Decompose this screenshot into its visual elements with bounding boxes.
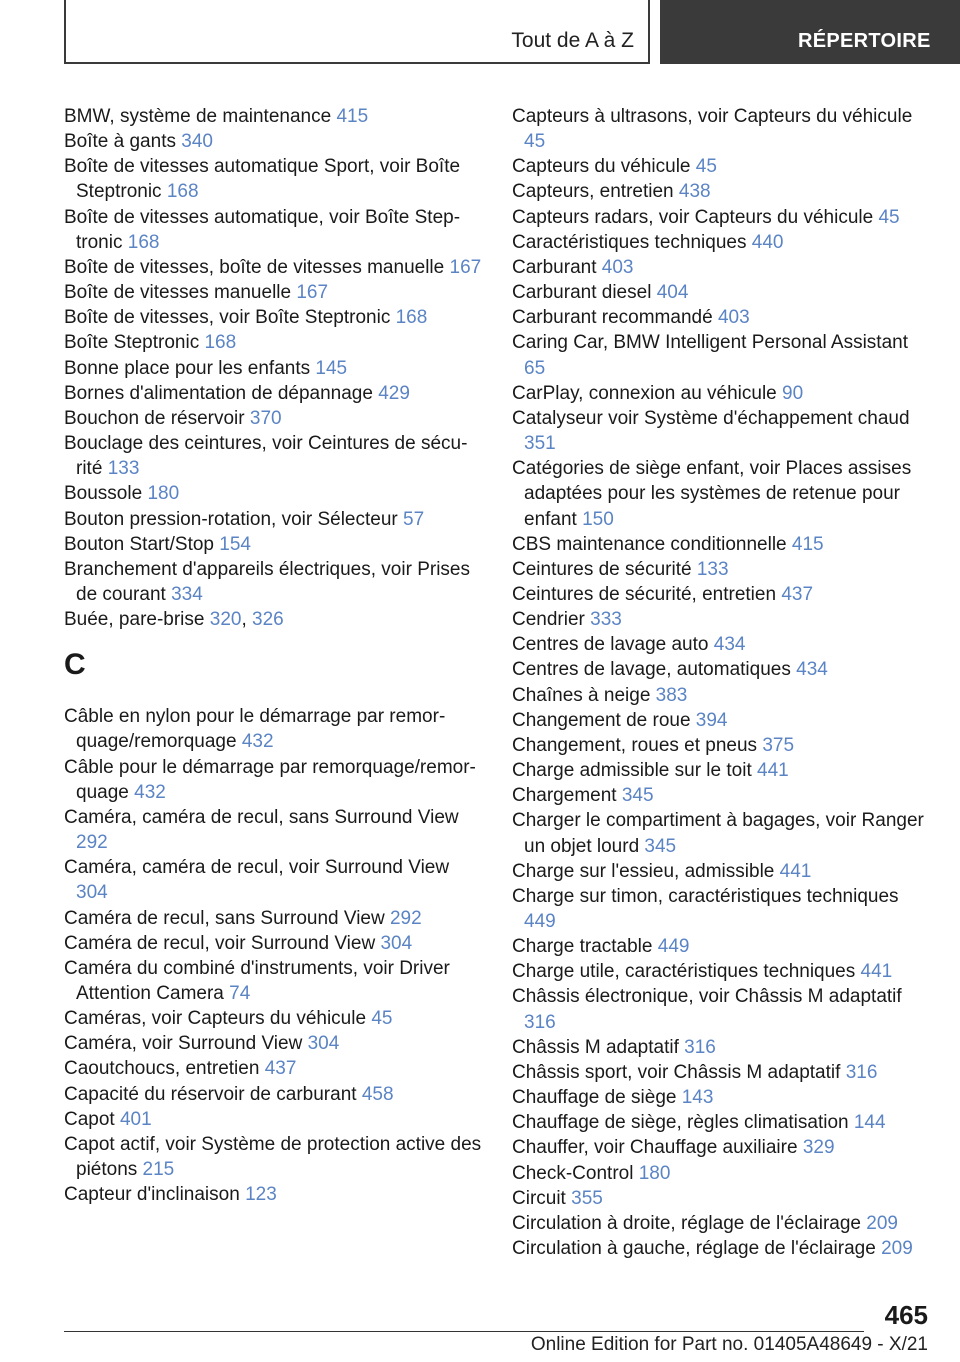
- page-reference-link[interactable]: 334: [171, 583, 203, 605]
- page-reference-link[interactable]: 375: [762, 734, 795, 756]
- index-entry-text: Charge tractable: [512, 936, 658, 958]
- page-reference-link[interactable]: 143: [681, 1087, 714, 1109]
- page-reference-link[interactable]: 434: [796, 659, 828, 681]
- index-entry-text: Ceintures de sécurité, entretien: [512, 583, 782, 605]
- header-chapter-tab: [660, 0, 960, 64]
- page-reference-link[interactable]: 401: [119, 1108, 152, 1130]
- index-entry-text: Catégories de siège enfant, voir Places assises adaptées pour les systèmes de retenue pour enfant: [512, 458, 912, 530]
- index-entry: [512, 280, 932, 305]
- page-reference-link[interactable]: 45: [695, 156, 717, 178]
- index-entry-text: Catalyseur voir Système d'échappement chaud: [512, 407, 910, 429]
- index-entry-text: Capteurs, entretien: [512, 181, 679, 203]
- page-reference-link[interactable]: 316: [684, 1036, 716, 1058]
- index-entry: [64, 557, 484, 607]
- page-reference-link[interactable]: 345: [621, 785, 654, 807]
- page-reference-link[interactable]: 458: [361, 1083, 394, 1105]
- index-entry-text: Châssis sport, voir Châssis M adaptatif: [512, 1061, 846, 1083]
- page-reference-link[interactable]: 167: [296, 282, 329, 304]
- index-entry: [64, 481, 484, 506]
- index-entry-text: Boussole: [64, 483, 148, 505]
- page-reference-link[interactable]: 329: [802, 1137, 835, 1159]
- page-reference-link[interactable]: 74: [229, 983, 251, 1004]
- index-entry: [64, 305, 484, 330]
- page-reference-link[interactable]: 415: [791, 533, 824, 555]
- index-entry-text: Câble en nylon pour le démarrage par remorquage/remorquage: [64, 706, 446, 753]
- page-reference-link[interactable]: 215: [142, 1159, 175, 1181]
- index-entry: [512, 934, 932, 959]
- page-reference-link[interactable]: 292: [389, 907, 422, 929]
- page-reference-link[interactable]: 145: [315, 357, 348, 379]
- header-section-tab: [64, 0, 650, 64]
- index-entry-text: Châssis M adaptatif: [512, 1036, 685, 1058]
- index-entry: [512, 1161, 932, 1186]
- index-entry: [64, 129, 484, 154]
- page-reference-link[interactable]: 209: [866, 1212, 898, 1234]
- index-entry-text: Buée, pare-brise: [64, 609, 210, 631]
- index-entry: [512, 154, 932, 179]
- index-entry-text: Caméra, caméra de recul, voir Surround View: [64, 857, 450, 879]
- page-reference-link[interactable]: 316: [524, 1011, 556, 1033]
- index-entry: [64, 956, 484, 1006]
- page-reference-link[interactable]: 441: [779, 860, 812, 882]
- index-entry-text: Circulation à droite, réglage de l'éclairage: [512, 1212, 867, 1234]
- index-entry: [512, 1186, 932, 1211]
- page-reference-link[interactable]: 437: [264, 1058, 297, 1080]
- index-entry-text: Capot: [64, 1108, 120, 1130]
- index-entry: [512, 959, 932, 984]
- page-reference-link[interactable]: 441: [860, 961, 893, 983]
- page-reference-link[interactable]: 180: [147, 483, 180, 505]
- page-reference-link[interactable]: 415: [336, 106, 369, 127]
- page-reference-link[interactable]: 180: [638, 1162, 671, 1184]
- index-entry: [512, 884, 932, 934]
- index-entry-text: Capteurs à ultrasons, voir Capteurs du véhicule: [512, 106, 913, 127]
- index-entry-text: Chauffage de siège, règles climatisation: [512, 1112, 854, 1134]
- header-chapter-title: RÉPERTOIRE: [798, 30, 931, 52]
- index-entry-text: Bouton pression-rotation, voir Sélecteur: [64, 508, 404, 530]
- index-entry-text: Bouton Start/Stop: [64, 533, 220, 555]
- index-entry: [512, 230, 932, 255]
- index-entry-text: Chauffer, voir Chauffage auxiliaire: [512, 1137, 803, 1159]
- page-reference-link[interactable]: 333: [590, 609, 622, 631]
- index-entry-text: Centres de lavage, automatiques: [512, 659, 797, 681]
- page-reference-link[interactable]: 133: [107, 458, 140, 480]
- page-reference-link[interactable]: 432: [241, 731, 274, 753]
- page-reference-link[interactable]: 432: [134, 781, 166, 803]
- page-reference-link[interactable]: 45: [371, 1008, 393, 1030]
- page-reference-link[interactable]: 168: [166, 181, 199, 203]
- page-reference-link[interactable]: 209: [881, 1238, 913, 1260]
- index-entry: [512, 1211, 932, 1236]
- index-entry-text: Changement, roues et pneus: [512, 734, 763, 756]
- page-reference-link[interactable]: 65: [524, 357, 546, 379]
- page-reference-link[interactable]: 383: [655, 684, 688, 706]
- index-entry: [64, 1031, 484, 1056]
- index-entry: [512, 808, 932, 858]
- page-reference-link[interactable]: 434: [713, 634, 746, 656]
- index-entry: [512, 179, 932, 204]
- page-reference-link[interactable]: 345: [644, 835, 677, 857]
- index-entry-text: Boîte de vitesses manuelle: [64, 282, 297, 304]
- index-entry-text: Boîte de vitesses automatique, voir Boîte Steptronic: [64, 206, 461, 253]
- index-entry-text: Caméra, voir Surround View: [64, 1033, 308, 1055]
- index-entry: [512, 783, 932, 808]
- index-entry: [64, 255, 484, 280]
- index-entry: [512, 733, 932, 758]
- index-entry: [512, 305, 932, 330]
- page-reference-link[interactable]: 167: [449, 256, 482, 278]
- index-entry: [512, 1135, 932, 1160]
- page-reference-link[interactable]: 123: [245, 1184, 277, 1206]
- index-entry-text: CBS maintenance conditionnelle: [512, 533, 792, 555]
- index-entry: [64, 431, 484, 481]
- footer-divider: [64, 1331, 864, 1332]
- index-entry-text: Bouclage des ceintures, voir Ceintures de sécurité: [64, 433, 468, 480]
- index-entry: [512, 984, 932, 1034]
- index-entry-text: Chargement: [512, 785, 622, 807]
- index-entry: [512, 607, 932, 632]
- index-column-left: [64, 104, 484, 1207]
- index-entry: [512, 582, 932, 607]
- index-entry-text: Bornes d'alimentation de dépannage: [64, 382, 379, 404]
- index-entry-text: Boîte de vitesses, boîte de vitesses manuelle: [64, 256, 450, 278]
- page-reference-link[interactable]: 168: [127, 231, 160, 253]
- index-entry-text: Capteur d'inclinaison: [64, 1184, 246, 1206]
- index-entry: [64, 330, 484, 355]
- index-entry-text: Ceintures de sécurité: [512, 558, 697, 580]
- index-entry: [512, 657, 932, 682]
- index-entry-text: Caméra de recul, sans Surround View: [64, 907, 390, 929]
- index-entry-text: Centres de lavage auto: [512, 634, 714, 656]
- page-reference-link[interactable]: 304: [76, 882, 108, 904]
- page-reference-link[interactable]: 370: [249, 407, 282, 429]
- index-entry: [512, 406, 932, 456]
- index-entry-text: Capot actif, voir Système de protection active des piétons: [64, 1133, 482, 1181]
- index-entry: [512, 255, 932, 280]
- index-entry-text: Boîte à gants: [64, 131, 182, 153]
- index-entry-text: Chauffage de siège: [512, 1087, 682, 1109]
- index-entry-text: Capacité du réservoir de carburant: [64, 1083, 362, 1105]
- index-entry-text: Caoutchoucs, entretien: [64, 1058, 265, 1080]
- index-entry: [512, 632, 932, 657]
- index-letter-heading: C: [64, 648, 86, 682]
- page-reference-link[interactable]: 90: [782, 382, 804, 404]
- index-entry-text: BMW, système de maintenance: [64, 106, 337, 127]
- index-entry: [512, 532, 932, 557]
- index-entry: [64, 406, 484, 431]
- page-reference-link[interactable]: 304: [380, 932, 413, 954]
- index-entry: [512, 1236, 932, 1261]
- index-entry-text: Caméra, caméra de recul, sans Surround View: [64, 806, 459, 828]
- page-reference-link[interactable]: 355: [571, 1187, 603, 1209]
- index-entry-text: Bouchon de réservoir: [64, 407, 250, 429]
- index-entry-text: Bonne place pour les enfants: [64, 357, 316, 379]
- index-entry: [64, 906, 484, 931]
- index-entry-text: Caméras, voir Capteurs du véhicule: [64, 1008, 372, 1030]
- index-entry-text: Charge utile, caractéristiques techniques: [512, 961, 861, 983]
- index-entry: [512, 859, 932, 884]
- page-reference-link[interactable]: 144: [853, 1112, 886, 1134]
- page-reference-link[interactable]: 304: [307, 1033, 340, 1055]
- page-reference-link[interactable]: 168: [204, 332, 237, 354]
- index-entry: [64, 356, 484, 381]
- page-reference-link[interactable]: 326: [252, 609, 284, 631]
- page-reference-link[interactable]: 440: [751, 231, 784, 253]
- index-entry: [64, 104, 484, 129]
- index-entry-text: Charger le compartiment à bagages, voir Ranger un objet lourd: [512, 810, 924, 857]
- index-entry-text: Châssis électronique, voir Châssis M adaptatif: [512, 986, 902, 1008]
- index-entry: [64, 154, 484, 204]
- index-entry-text: Caméra du combiné d'instruments, voir Driver Attention Camera: [64, 957, 450, 1004]
- index-entry: [512, 456, 932, 531]
- index-entry: [512, 1085, 932, 1110]
- index-entry: [512, 683, 932, 708]
- index-entry-text: Branchement d'appareils électriques, voir Prises de courant: [64, 558, 470, 605]
- index-entry: [512, 1110, 932, 1135]
- footer-edition: Online Edition for Part no. 01405A48649 - X/21: [530, 1334, 928, 1355]
- index-entry-text: Chaînes à neige: [512, 684, 656, 706]
- page-reference-link[interactable]: 449: [657, 936, 690, 958]
- index-entry-text: Changement de roue: [512, 709, 696, 731]
- page-reference-link[interactable]: 57: [403, 508, 425, 530]
- page-reference-link[interactable]: 441: [757, 760, 789, 782]
- index-entry: [64, 805, 484, 855]
- page-reference-link[interactable]: 316: [845, 1061, 878, 1083]
- page-reference-link[interactable]: 45: [524, 131, 546, 153]
- index-entry: [64, 931, 484, 956]
- index-entry: [64, 280, 484, 305]
- index-entry-text: Charge sur timon, caractéristiques techniques: [512, 885, 899, 907]
- index-entry: [512, 557, 932, 582]
- page-reference-link[interactable]: 438: [678, 181, 711, 203]
- index-entry: [512, 104, 932, 154]
- index-entry-text: Carburant recommandé: [512, 307, 718, 329]
- index-entry: [64, 1006, 484, 1031]
- index-entry: [64, 532, 484, 557]
- index-entry-text: Charge admissible sur le toit: [512, 760, 757, 782]
- index-column-right: [512, 104, 932, 1261]
- index-entry: [64, 1056, 484, 1081]
- index-entry-text: Circuit: [512, 1187, 572, 1209]
- page-reference-link[interactable]: 150: [582, 508, 614, 530]
- index-entry: Buée, pare-brise 320, 326: [64, 609, 284, 631]
- page-reference-link[interactable]: 292: [76, 832, 108, 854]
- index-entry: [64, 1182, 484, 1207]
- index-entry: [512, 330, 932, 380]
- page-reference-link[interactable]: 403: [717, 307, 750, 329]
- index-entry-text: Cendrier: [512, 609, 591, 631]
- page-reference-link[interactable]: 404: [656, 282, 689, 304]
- index-entry: [512, 381, 932, 406]
- index-entry-text: Capteurs du véhicule: [512, 156, 696, 178]
- page-reference-link[interactable]: 437: [781, 583, 814, 605]
- index-entry: [512, 1060, 932, 1085]
- index-entry-text: Carburant diesel: [512, 282, 657, 304]
- page-number: 465: [884, 1300, 928, 1330]
- page-reference-link[interactable]: 449: [524, 911, 556, 932]
- index-entry: [64, 205, 484, 255]
- page-reference-link[interactable]: 403: [601, 256, 634, 278]
- page-reference-link[interactable]: 340: [181, 131, 213, 153]
- index-entry-text: Câble pour le démarrage par remorquage/remorquage: [64, 756, 476, 803]
- page-reference-link[interactable]: 168: [395, 307, 428, 329]
- page-reference-link[interactable]: 133: [696, 558, 729, 580]
- index-entry: [64, 855, 484, 905]
- page-reference-link[interactable]: 351: [524, 433, 556, 455]
- index-entry-text: Circulation à gauche, réglage de l'éclairage: [512, 1238, 882, 1260]
- index-entry-text: Boîte Steptronic: [64, 332, 205, 354]
- index-entry: [64, 507, 484, 532]
- header-section-title: Tout de A à Z: [511, 29, 634, 52]
- index-entry-text: Charge sur l'essieu, admissible: [512, 860, 780, 882]
- page-reference-link[interactable]: 320: [209, 609, 242, 631]
- page-reference-link[interactable]: 154: [219, 533, 251, 555]
- index-entry: [64, 1107, 484, 1132]
- index-entry: [512, 1035, 932, 1060]
- index-entry-text: Caractéristiques techniques: [512, 231, 752, 253]
- index-entry-text: Caring Car, BMW Intelligent Personal Assistant: [512, 332, 909, 354]
- index-entry: [512, 758, 932, 783]
- page-reference-link[interactable]: 429: [378, 382, 410, 404]
- index-entry-text: Caméra de recul, voir Surround View: [64, 932, 381, 954]
- index-entry: [512, 708, 932, 733]
- index-entry: [64, 1132, 484, 1182]
- index-entry-text: Boîte de vitesses automatique Sport, voir Boîte Steptronic: [64, 156, 461, 203]
- index-entry: [64, 381, 484, 406]
- page-reference-link[interactable]: 45: [878, 206, 900, 228]
- index-entry-text: CarPlay, connexion au véhicule: [512, 382, 783, 404]
- index-entry-text: Carburant: [512, 256, 602, 278]
- index-entry-text: Capteurs radars, voir Capteurs du véhicule: [512, 206, 879, 228]
- index-entry: [512, 205, 932, 230]
- index-entry: [64, 704, 484, 754]
- index-entry-text: Boîte de vitesses, voir Boîte Steptronic: [64, 307, 396, 329]
- index-entry: [64, 1082, 484, 1107]
- page-reference-link[interactable]: 394: [695, 709, 728, 731]
- index-entry-text: Check-Control: [512, 1162, 639, 1184]
- index-entry: [64, 755, 484, 805]
